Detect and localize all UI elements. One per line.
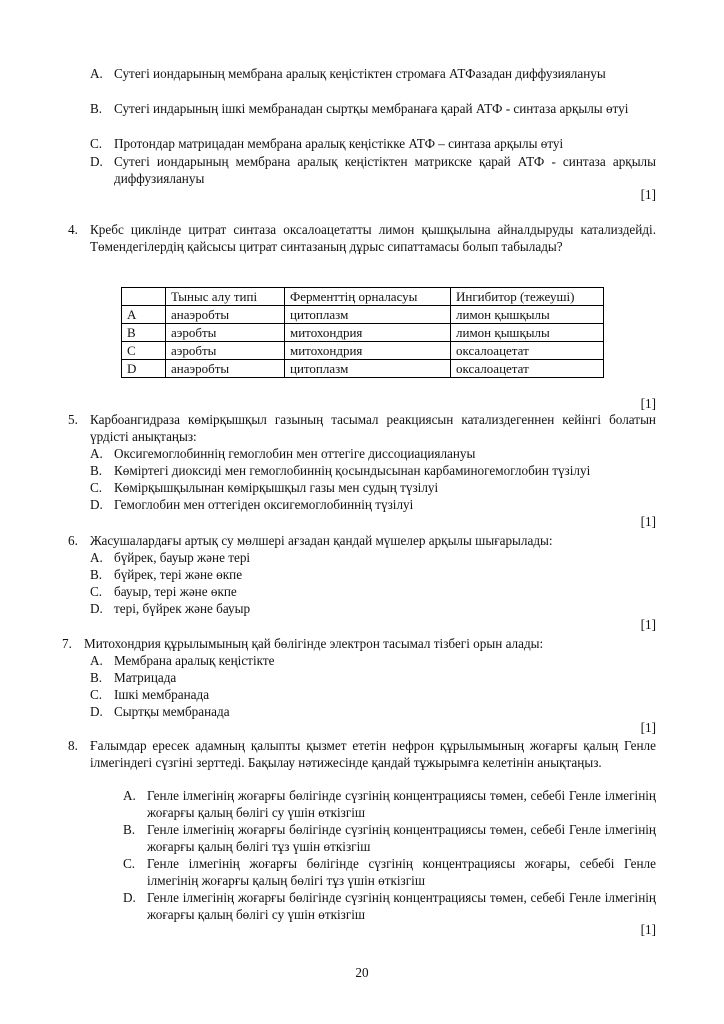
- table-cell: цитоплазм: [285, 360, 451, 378]
- q6-option-a: [90, 550, 656, 567]
- q8-option-d: [123, 890, 656, 923]
- table-cell: B: [122, 324, 166, 342]
- q5-option-c: [90, 480, 656, 497]
- q5-mark: [1]: [640, 514, 656, 529]
- q3-option-b: [90, 101, 656, 118]
- q6-mark: [1]: [640, 617, 656, 632]
- table-header-cell: [122, 288, 166, 306]
- table-cell: A: [122, 306, 166, 324]
- option-text: Сутегі иондарының мембрана аралық кеңістіктен стромаға АТФазадан диффузиялануы: [114, 66, 606, 81]
- option-text: Сутегі индарының ішкі мембранадан сыртқы мембранаға қарай АТФ - синтаза арқылы өтуі: [114, 101, 629, 116]
- question-number: 7.: [62, 636, 72, 651]
- option-letter: D.: [90, 601, 103, 616]
- q4-stem: [68, 222, 656, 255]
- q7-option-d: [90, 704, 656, 721]
- question-text: Жасушалардағы артық су мөлшері ағзадан қандай мүшелер арқылы шығарылады:: [90, 533, 553, 548]
- q3-option-c: [90, 136, 656, 153]
- q3-option-a: [90, 66, 656, 83]
- option-letter: C.: [90, 584, 103, 599]
- table-cell: оксалоацетат: [451, 360, 604, 378]
- option-letter: C.: [90, 480, 103, 495]
- table-row: [122, 342, 604, 360]
- q6-option-c: [90, 584, 656, 601]
- q5-stem: [68, 412, 656, 445]
- option-text: бүйрек, тері және өкпе: [114, 567, 243, 582]
- question-text: Митохондрия құрылымының қай бөлігінде электрон тасымал тізбегі орын алады:: [84, 636, 544, 651]
- q4-mark: [1]: [640, 396, 656, 411]
- option-text: Сыртқы мембранада: [114, 704, 230, 719]
- question-number: 5.: [68, 412, 78, 427]
- q8-mark: [1]: [640, 922, 656, 937]
- table-cell: митохондрия: [285, 342, 451, 360]
- option-letter: D.: [90, 154, 103, 169]
- q7-mark: [1]: [640, 720, 656, 735]
- q8-stem: [68, 738, 656, 771]
- table-cell: D: [122, 360, 166, 378]
- question-text: Ғалымдар ересек адамның қалыпты қызмет ететін нефрон құрылымының жоғарғы қалың Генле ілмегіндегі сүзгіні зерттеді. Бақылау нәтижесінде қандай тұжырымға келетінін анықтаңыз.: [90, 738, 656, 770]
- option-text: Генле ілмегінің жоғарғы бөлігінде сүзгінің концентрациясы жоғары, себебі Генле ілмегінің жоғарғы қалың бөлігі тұз үшін өткізгіш: [147, 856, 656, 888]
- table-cell: аэробты: [166, 342, 285, 360]
- q3-option-d: [90, 154, 656, 187]
- option-letter: B.: [123, 822, 136, 837]
- option-text: Көмірқышқылынан көмірқышқыл газы мен судың түзілуі: [114, 480, 439, 495]
- option-letter: A.: [123, 788, 136, 803]
- option-text: Генле ілмегінің жоғарғы бөлігінде сүзгінің концентрациясы төмен, себебі Генле ілмегінің жоғарғы қалың бөлігі су үшін өткізгіш: [147, 890, 656, 922]
- q6-option-b: [90, 567, 656, 584]
- table-header-cell: Ингибитор (тежеуші): [451, 288, 604, 306]
- q5-option-a: [90, 446, 656, 463]
- option-letter: B.: [90, 101, 103, 116]
- q6-stem: [68, 533, 656, 550]
- table-header-row: [122, 288, 604, 306]
- q8-option-b: [123, 822, 656, 855]
- option-text: Сутегі иондарының мембрана аралық кеңістіктен матрикске қарай АТФ - синтаза арқылы диффузиялануы: [114, 154, 656, 186]
- option-letter: D.: [123, 890, 136, 905]
- table-cell: митохондрия: [285, 324, 451, 342]
- option-text: тері, бүйрек және бауыр: [114, 601, 251, 616]
- question-number: 6.: [68, 533, 78, 548]
- option-letter: A.: [90, 550, 103, 565]
- table-row: [122, 360, 604, 378]
- question-number: 4.: [68, 222, 78, 237]
- table-cell: лимон қышқылы: [451, 306, 604, 324]
- table-row: [122, 324, 604, 342]
- table-cell: C: [122, 342, 166, 360]
- table-cell: анаэробты: [166, 360, 285, 378]
- table-cell: анаэробты: [166, 306, 285, 324]
- option-letter: A.: [90, 446, 103, 461]
- q7-option-c: [90, 687, 656, 704]
- q7-option-a: [90, 653, 656, 670]
- table-header-cell: Ферменттің орналасуы: [285, 288, 451, 306]
- q7-stem: [62, 636, 656, 653]
- question-number: 8.: [68, 738, 78, 753]
- table-cell: лимон қышқылы: [451, 324, 604, 342]
- question-text: Кребс циклінде цитрат синтаза оксалоацетатты лимон қышқылына айналдыруды катализдейді. Төмендегілердің қайсысы цитрат синтазаның дұрыс сипаттамасы болып табылады?: [90, 222, 656, 254]
- q5-option-b: [90, 463, 656, 480]
- question-text: Карбоангидраза көмірқышқыл газының тасымал реакциясын катализдегеннен кейінгі болатын үрдісті анықтаңыз:: [90, 412, 656, 444]
- option-text: Көміртегі диоксиді мен гемоглобиннің қосындысынан карбаминогемоглобин түзілуі: [114, 463, 591, 478]
- page-number: 20: [355, 965, 369, 980]
- table-cell: аэробты: [166, 324, 285, 342]
- q8-option-a: [123, 788, 656, 821]
- option-text: Ішкі мембранада: [114, 687, 210, 702]
- table-header-cell: Тыныс алу типі: [166, 288, 285, 306]
- option-letter: D.: [90, 704, 103, 719]
- table-cell: цитоплазм: [285, 306, 451, 324]
- option-letter: C.: [123, 856, 136, 871]
- option-letter: A.: [90, 66, 103, 81]
- option-text: Мембрана аралық кеңістікте: [114, 653, 275, 668]
- option-letter: D.: [90, 497, 103, 512]
- option-letter: B.: [90, 463, 103, 478]
- q7-option-b: [90, 670, 656, 687]
- q5-option-d: [90, 497, 656, 514]
- q8-option-c: [123, 856, 656, 889]
- option-text: Матрицада: [114, 670, 177, 685]
- option-text: Оксигемоглобиннің гемоглобин мен оттегіге диссоциациялануы: [114, 446, 476, 461]
- option-text: Генле ілмегінің жоғарғы бөлігінде сүзгінің концентрациясы төмен, себебі Генле ілмегінің жоғарғы қалың бөлігі су үшін өткізгіш: [147, 788, 656, 820]
- option-text: Протондар матрицадан мембрана аралық кеңістікке АТФ – синтаза арқылы өтуі: [114, 136, 564, 151]
- option-text: Генле ілмегінің жоғарғы бөлігінде сүзгінің концентрациясы төмен, себебі Генле ілмегінің жоғарғы қалың бөлігі тұз үшін өткізгіш: [147, 822, 656, 854]
- option-text: Гемоглобин мен оттегіден оксигемоглобиннің түзілуі: [114, 497, 414, 512]
- option-letter: C.: [90, 136, 103, 151]
- table-cell: оксалоацетат: [451, 342, 604, 360]
- option-letter: B.: [90, 567, 103, 582]
- option-text: бауыр, тері және өкпе: [114, 584, 237, 599]
- q3-mark: [1]: [640, 187, 656, 202]
- option-letter: B.: [90, 670, 103, 685]
- table-row: [122, 306, 604, 324]
- option-letter: A.: [90, 653, 103, 668]
- q4-table: [121, 287, 604, 378]
- q6-option-d: [90, 601, 656, 618]
- option-letter: C.: [90, 687, 103, 702]
- option-text: бүйрек, бауыр және тері: [114, 550, 251, 565]
